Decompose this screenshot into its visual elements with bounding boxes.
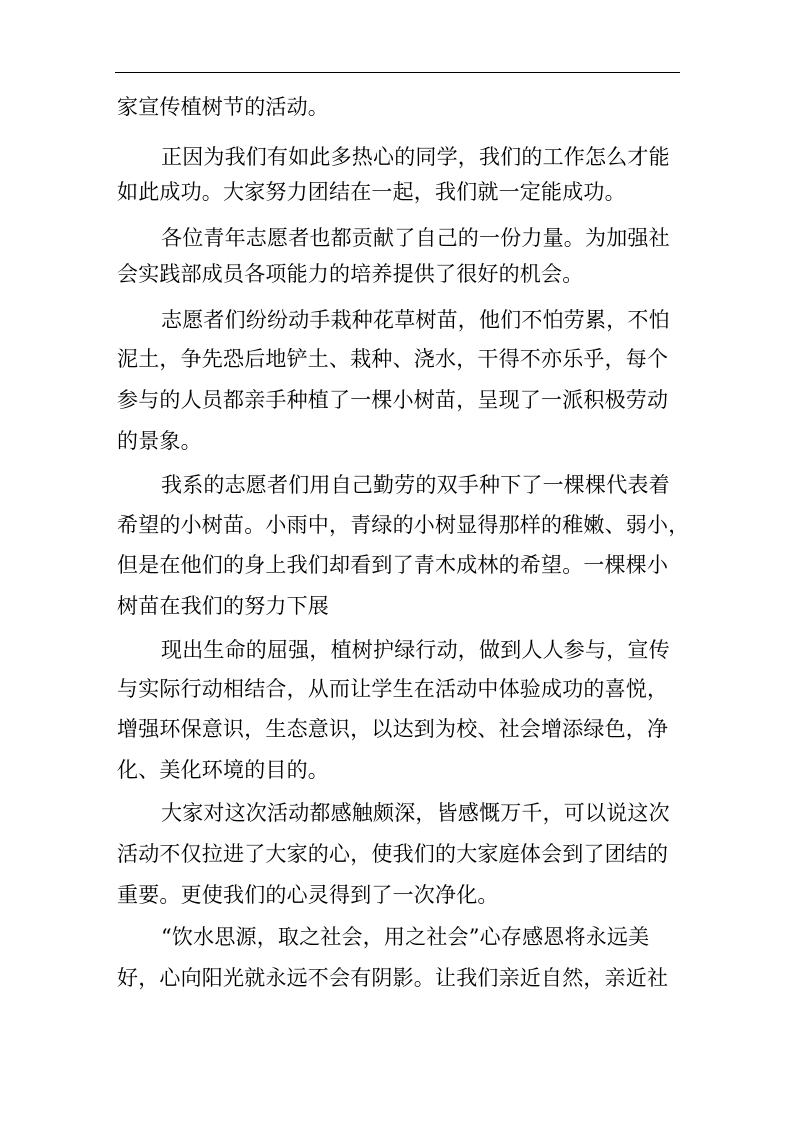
text-line: 化、美化环境的目的。 (117, 758, 329, 782)
text-line: 志愿者们纷纷动手栽种花草树苗，他们不怕劳累，不怕 (161, 308, 670, 332)
text-line: 的景象。 (117, 429, 202, 453)
text-line: 如此成功。大家努力团结在一起，我们就一定能成功。 (117, 180, 626, 204)
text-line: 正因为我们有如此多热心的同学，我们的工作怎么才能 (161, 145, 670, 169)
text-line: 活动不仅拉进了大家的心，使我们的大家庭体会到了团结的 (117, 842, 669, 866)
text-line: 希望的小树苗。小雨中，青绿的小树显得那样的稚嫩、弱小， (117, 513, 690, 537)
text-line: “饮水思源，取之社会，用之社会”心存感恩将永远美 (161, 925, 650, 949)
text-line: 参与的人员都亲手种植了一棵小树苗，呈现了一派积极劳动 (117, 388, 669, 412)
text-line: 与实际行动相结合，从而让学生在活动中体验成功的喜悦， (117, 677, 669, 701)
text-line: 各位青年志愿者也都贡献了自己的一份力量。为加强社 (161, 226, 670, 250)
text-line: 泥土，争先恐后地铲土、栽种、浇水，干得不亦乐乎，每个 (117, 347, 669, 371)
text-line: 树苗在我们的努力下展 (117, 594, 329, 618)
text-line: 好，心向阳光就永远不会有阴影。让我们亲近自然，亲近社 (117, 966, 669, 990)
text-line: 会实践部成员各项能力的培养提供了很好的机会。 (117, 262, 584, 286)
text-line: 但是在他们的身上我们却看到了青木成林的希望。一棵棵小 (117, 553, 669, 577)
text-line: 大家对这次活动都感触颇深，皆感慨万千，可以说这次 (161, 801, 670, 825)
header-rule (115, 72, 680, 73)
text-line: 我系的志愿者们用自己勤劳的双手种下了一棵棵代表着 (161, 473, 670, 497)
text-line: 家宣传植树节的活动。 (117, 95, 329, 119)
text-line: 重要。更使我们的心灵得到了一次净化。 (117, 883, 499, 907)
text-line: 现出生命的屈强，植树护绿行动，做到人人参与，宣传 (161, 638, 670, 662)
text-line: 增强环保意识，生态意识，以达到为校、社会增添绿色，净 (117, 717, 669, 741)
